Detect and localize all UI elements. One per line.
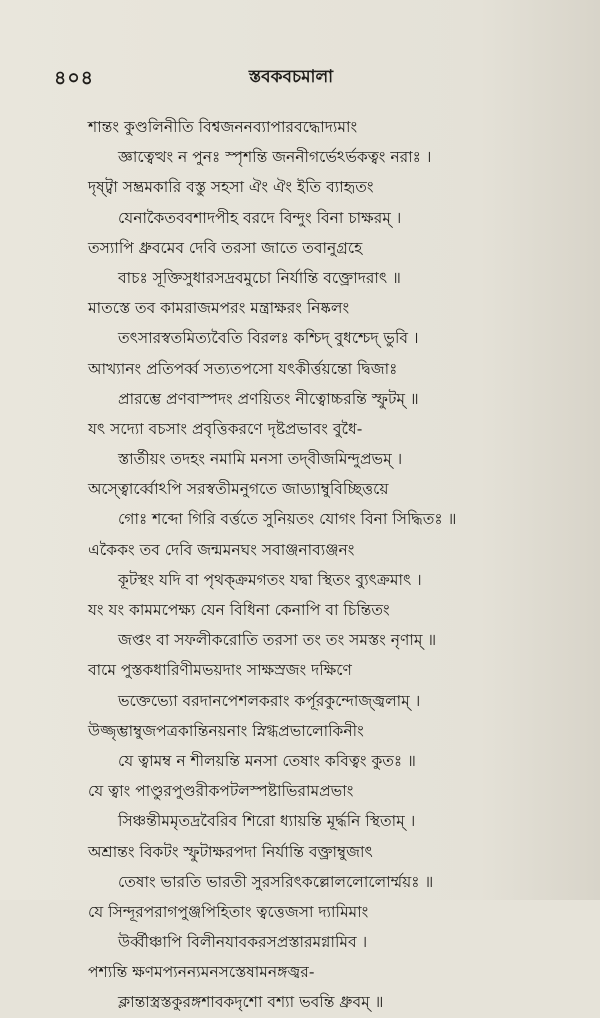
verse-line: অশ্রান্তং বিকটং স্ফুটাক্ষরপদা নির্যান্তি বক্ত্রাম্বুজাৎ (88, 842, 373, 861)
verse-line: উর্ব্বীঞ্চাপি বিলীনযাবকরসপ্রস্তারমগ্নামিব । (118, 933, 368, 952)
verse-line: ভক্তেভ্যো বরদানপেশলকরাং কর্পূরকুন্দোজ্জ্বলাম্ । (118, 691, 421, 710)
verse-line: তেষাং ভারতি ভারতী সুরসরিৎকল্লোললোলোর্ম্ময়ঃ ॥ (118, 872, 434, 891)
verse-line: প্রারম্ভে প্রণবাস্পদং প্রণয়িতং নীত্বোচ্চরন্তি স্ফুটম্ ॥ (118, 389, 419, 408)
verse-line: যে ত্বাং পাণ্ডুরপুণ্ডরীকপটলস্পষ্টাভিরামপ্রভাং (88, 782, 354, 801)
verse-line: তস্যাপি ধ্রুবমেব দেবি তরসা জাতে তবানুগ্রহে (88, 238, 363, 257)
running-title: স্তবকবচমালা (248, 67, 334, 87)
verse-line: কূটস্থং যদি বা পৃথক্ক্রমগতং যদ্বা স্থিতং ব্যুৎক্রমাৎ । (118, 570, 422, 589)
page-number: ৪০৪ (54, 67, 95, 89)
verse-line: বামে পুস্তকধারিণীমভয়দাং সাক্ষস্রজং দক্ষিণে (88, 661, 352, 680)
verse-line: যে ত্বামম্ব ন শীলয়ন্তি মনসা তেষাং কবিত্বং কুতঃ ॥ (118, 751, 416, 770)
verse-line: জপ্তং বা সফলীকরোতি তরসা তং তং সমস্তং নৃণাম্ ॥ (118, 631, 437, 650)
verse-line: মাতস্তে তব কামরাজমপরং মন্ত্রাক্ষরং নিষ্কলং (88, 299, 350, 318)
verse-line: যৎ সদ্যো বচসাং প্রবৃত্তিকরণে দৃষ্টপ্রভাবং বুধৈ- (88, 419, 363, 438)
verse-line: যে সিন্দূরপরাগপুঞ্জপিহিতাং ত্বত্তেজসা দ্যামিমাং (88, 902, 369, 921)
verse-line: ক্লান্তাস্ত্রস্তকুরঙ্গশাবকদৃশো বশ্যা ভবন্তি ধ্রুবম্ ॥ (118, 993, 384, 1012)
verse-text-block (0, 112, 600, 1018)
verse-line: আখ্যানং প্রতিপর্ব্ব সত্যতপসো যৎকীর্ত্তয়ন্তো দ্বিজাঃ (88, 359, 398, 378)
verse-line: যেনাকৈতববশাদপীহ বরদে বিন্দুং বিনা চাক্ষরম্ । (118, 208, 402, 227)
verse-line: উজ্জৃম্ভাম্বুজপত্রকান্তিনয়নাং স্নিগ্ধপ্রভালোকিনীং (88, 721, 364, 740)
verse-line: দৃষ্ট্বা সম্ভ্রমকারি বস্তু সহসা ঐং ঐং ইতি ব্যাহৃতং (88, 178, 374, 197)
verse-line: একৈকং তব দেবি জন্মমনঘং সবাঞ্জনাব্যঞ্জনং (88, 540, 355, 559)
verse-line: জ্ঞাত্বেত্থং ন পুনঃ স্পৃশন্তি জননীগর্ভেঽর্ভকত্বং নরাঃ । (118, 148, 432, 167)
page-header (54, 64, 528, 94)
verse-line: অস্ত্বোর্ব্বোঽপি সরস্বতীমনুগতে জাড্যাম্বুবিচ্ছিত্তয়ে (88, 480, 389, 499)
verse-line: সিঞ্চন্তীমমৃতদ্রবৈরিব শিরো ধ্যায়ন্তি মূর্দ্ধনি স্থিতাম্ । (118, 812, 416, 831)
verse-line: যং যং কামমপেক্ষ্য যেন বিধিনা কেনাপি বা চিন্তিতং (88, 601, 390, 619)
verse-line: তৎসারস্বতমিত্যবৈতি বিরলঃ কশ্চিদ্ বুধশ্চেদ্ ভুবি । (118, 329, 419, 348)
verse-line: শান্তং কুণ্ডলিনীতি বিশ্বজননব্যাপারবদ্ধোদ্যমাং (88, 118, 358, 136)
verse-line: পশ্যন্তি ক্ষণমপ্যনন্যমনসস্তেষামনঙ্গজ্বর- (88, 963, 315, 982)
verse-line: বাচঃ সূক্তিসুধারসদ্রবমুচো নির্যান্তি বক্ত্রোদরাৎ ॥ (118, 268, 401, 287)
verse-line: স্তার্তীয়ং তদহং নমামি মনসা তদ্‌বীজমিন্দুপ্রভম্ । (118, 450, 403, 469)
verse-line: গোঃ শব্দো গিরি বর্ত্ততে সুনিয়তং যোগং বিনা সিদ্ধিতঃ ॥ (118, 510, 457, 529)
